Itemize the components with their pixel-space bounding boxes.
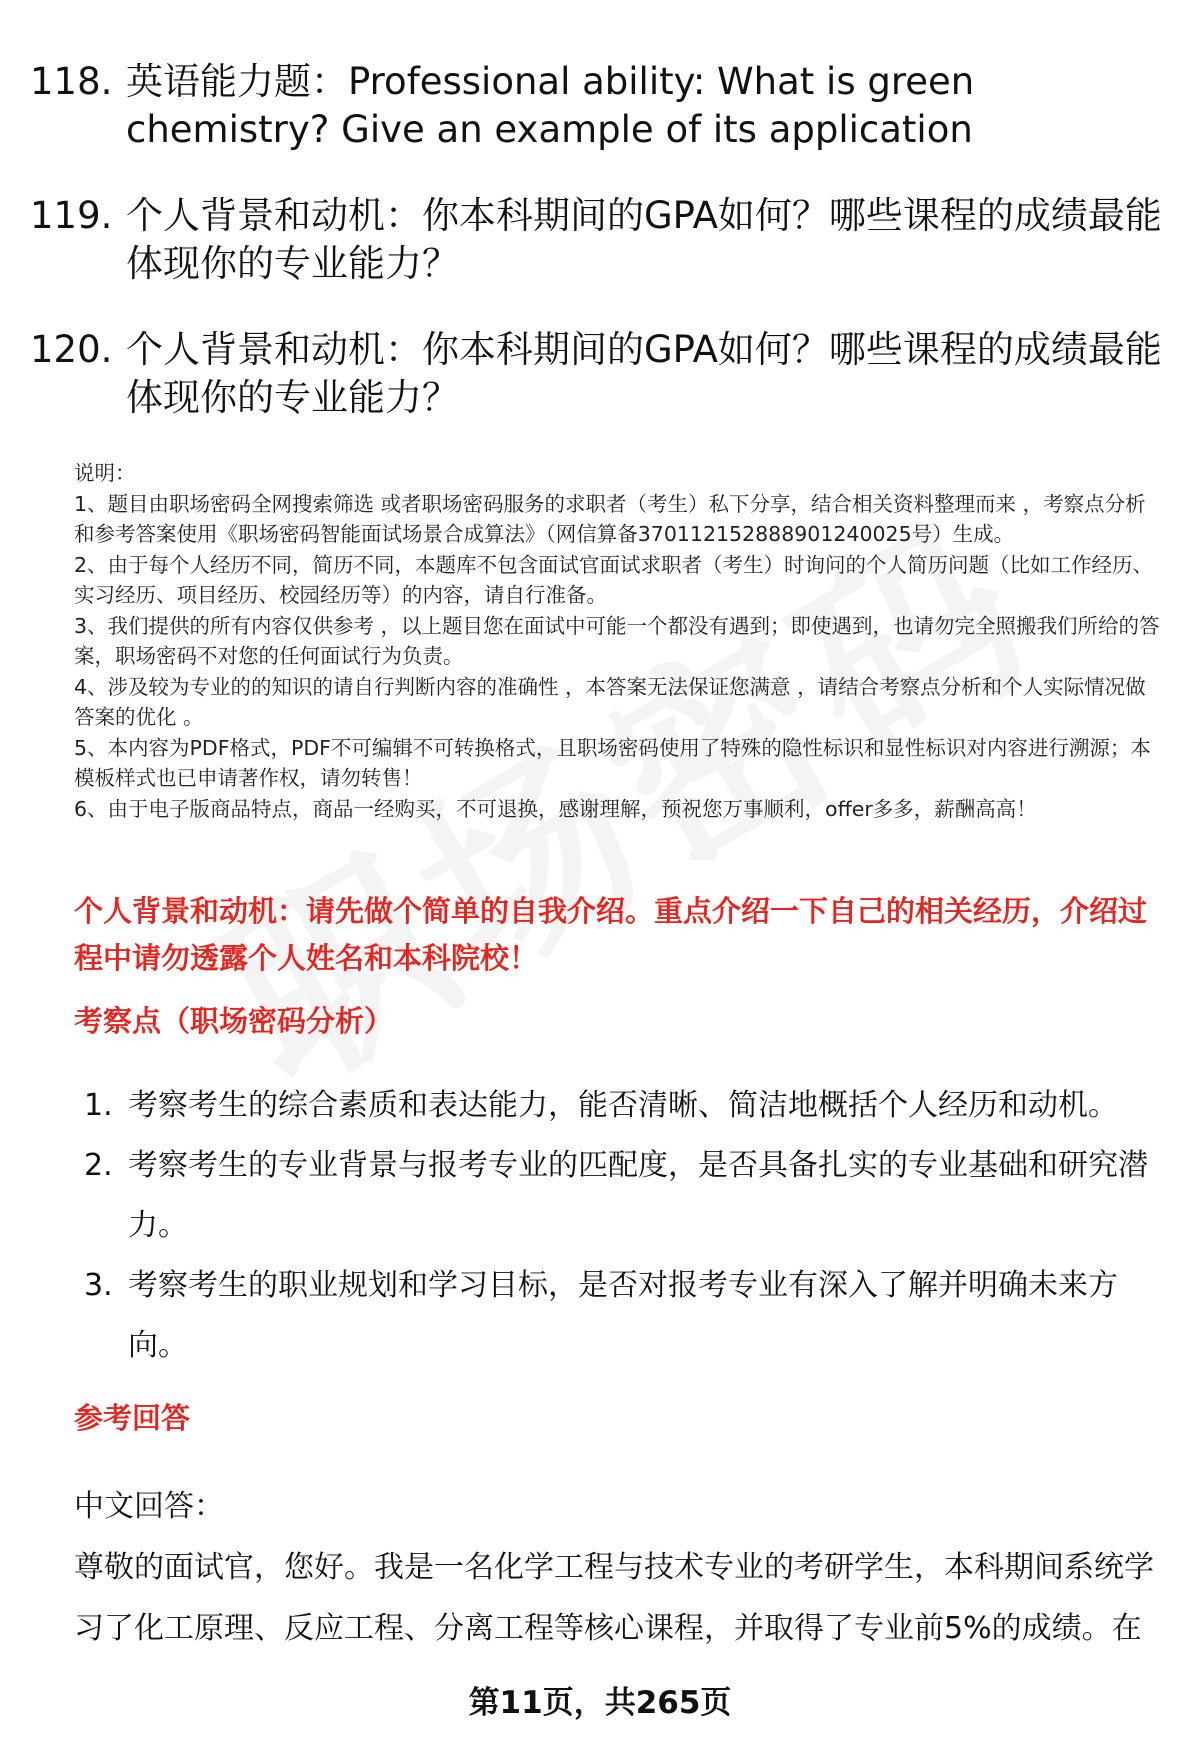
question-text: 个人背景和动机：你本科期间的GPA如何？哪些课程的成绩最能体现你的专业能力？ (126, 328, 1162, 419)
question-number: 119. (30, 194, 113, 237)
page-footer: 第11页，共265页 (468, 1685, 732, 1721)
analysis-points (84, 1076, 1164, 1376)
analysis-point (84, 1256, 1164, 1376)
question-text: 个人背景和动机：你本科期间的GPA如何？哪些课程的成绩最能体现你的专业能力？ (126, 194, 1162, 285)
point-text: 考察考生的专业背景与报考专业的匹配度，是否具备扎实的专业基础和研究潜力。 (128, 1148, 1148, 1243)
point-number: 3. (84, 1268, 113, 1303)
question-number: 120. (30, 328, 113, 371)
question-text: 英语能力题：Professional ability: What is green chemistry? Give an example of its application (126, 60, 975, 151)
note-item: 6、由于电子版商品特点，商品一经购买，不可退换，感谢理解，预祝您万事顺利，offer多多，薪酬高高！ (74, 796, 1037, 821)
point-number: 1. (84, 1088, 113, 1123)
answer-section (74, 1476, 1164, 1659)
question-item (30, 58, 1170, 154)
analysis-heading: 考察点（职场密码分析） (74, 1004, 394, 1038)
question-item (30, 192, 1170, 288)
question-list (30, 58, 1170, 460)
answer-label: 中文回答： (74, 1489, 224, 1524)
answer-text: 尊敬的面试官，您好。我是一名化学工程与技术专业的考研学生，本科期间系统学习了化工原理、反应工程、分离工程等核心课程，并取得了专业前5%的成绩。在 (74, 1550, 1154, 1646)
point-number: 2. (84, 1148, 113, 1183)
point-text: 考察考生的职业规划和学习目标，是否对报考专业有深入了解并明确未来方向。 (128, 1268, 1118, 1363)
current-question-heading: 个人背景和动机：请先做个简单的自我介绍。重点介绍一下自己的相关经历，介绍过程中请勿透露个人姓名和本科院校！ (74, 894, 1148, 975)
notes-section (74, 458, 1164, 824)
notes-title: 说明： (74, 461, 136, 485)
analysis-point (84, 1076, 1164, 1136)
analysis-point (84, 1136, 1164, 1256)
note-item: 5、本内容为PDF格式，PDF不可编辑不可转换格式，且职场密码使用了特殊的隐性标识和显性标识对内容进行溯源；本模板样式也已申请著作权，请勿转售！ (74, 735, 1151, 790)
question-item (30, 326, 1170, 422)
note-item: 4、涉及较为专业的的知识的请自行判断内容的准确性 ，本答案无法保证您满意 ，请结合考察点分析和个人实际情况做答案的优化 。 (74, 674, 1146, 729)
note-item: 2、由于每个人经历不同，简历不同，本题库不包含面试官面试求职者（考生）时询问的个人简历问题（比如工作经历、实习经历、项目经历、校园经历等）的内容，请自行准备。 (74, 552, 1154, 607)
question-number: 118. (30, 60, 113, 103)
note-item: 3、我们提供的所有内容仅供参考 ，以上题目您在面试中可能一个都没有遇到；即使遇到，也请勿完全照搬我们所给的答案，职场密码不对您的任何面试行为负责。 (74, 613, 1160, 668)
point-text: 考察考生的综合素质和表达能力，能否清晰、简洁地概括个人经历和动机。 (128, 1088, 1118, 1123)
note-item: 1、题目由职场密码全网搜索筛选 或者职场密码服务的求职者（考生）私下分享，结合相关资料整理而来 ，考察点分析和参考答案使用《职场密码智能面试场景合成算法》（网信算备370112152888901240025号）生成。 (74, 491, 1146, 546)
reference-heading: 参考回答 (74, 1401, 191, 1435)
